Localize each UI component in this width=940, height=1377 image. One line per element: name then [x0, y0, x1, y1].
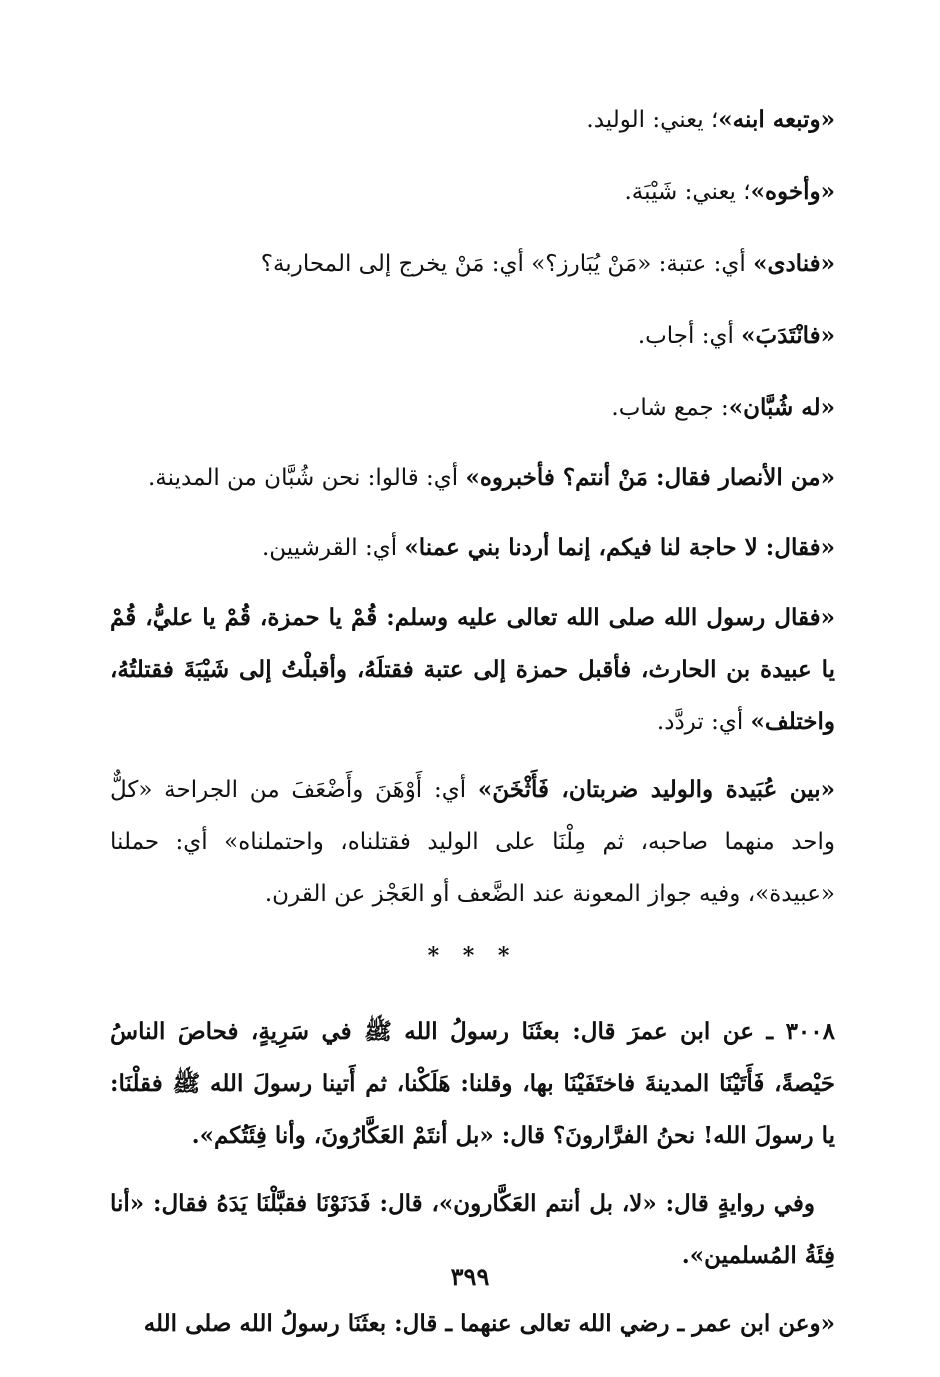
commentary-text: أي: تردَّد. — [656, 709, 751, 735]
page-body — [110, 92, 835, 1366]
commentary-lemma: «فقال: لا حاجة لنا فيكم، إنما أردنا بني عمنا» — [404, 534, 835, 561]
commentary-text: : جمع شاب. — [611, 395, 729, 421]
commentary-paragraph — [110, 92, 835, 148]
commentary-lemma: «فانْتَدَبَ» — [741, 322, 835, 349]
commentary-lemma: «له شُبَّان» — [728, 394, 835, 421]
commentary-lemma: «بين عُبَيدة والوليد ضربتان، فَأَثْخَنَ» — [477, 776, 835, 803]
commentary-text: ؛ يعني: شَيْبَة. — [624, 179, 751, 205]
commentary-paragraph — [110, 764, 835, 920]
commentary-paragraph — [110, 592, 835, 748]
hadith-paragraph: وفي روايةٍ قال: «لا، بل أنتم العَكَّارون»، قال: فَدَنَوْنَا فقبَّلْنَا يَدَهُ فقال: «أنا فِئَةُ المُسلمين». — [110, 1190, 835, 1269]
commentary-lemma: «فنادى» — [753, 250, 835, 277]
commentary-paragraph — [110, 380, 835, 436]
commentary-paragraph — [110, 308, 835, 364]
commentary-lemma: «فقال رسول الله صلى الله تعالى عليه وسلم: قُمْ يا حمزة، قُمْ يا عليُّ، قُمْ يا عبيدة بن الحارث، فأقبل حمزة إلى عتبة فقتلَهُ، وأقبلْتُ إلى شَيْبَةَ فقتلتُهُ، واختلف» — [110, 604, 835, 735]
commentary-text: ؛ يعني: الوليد. — [586, 107, 719, 133]
commentary-lemma: «وأخوه» — [750, 178, 835, 205]
commentary-text: أي: عتبة: «مَنْ يُبَارز؟» أي: مَنْ يخرج إلى المحاربة؟ — [260, 251, 754, 277]
page-number: ٣٩٩ — [450, 1262, 490, 1291]
commentary-lemma: «وتبعه ابنه» — [718, 106, 835, 133]
commentary-text: أي: أَوْهَنَ وأَضْعَفَ من الجراحة «كلٌّ واحد منهما صاحبه، ثم مِلْنَا على الوليد فقتلناه، واحتملناه» أي: حملنا «عبيدة»، وفيه جواز المعونة عند الضَّعف أو العَجْز عن القرن. — [110, 777, 835, 907]
commentary-text: أي: قالوا: نحن شُبَّان من المدينة. — [147, 465, 466, 491]
commentary-text: أي: أجاب. — [637, 323, 742, 349]
commentary-paragraph — [110, 164, 835, 220]
section-separator: * * * — [427, 943, 518, 969]
hadith-paragraph: ٣٠٠٨ ـ عن ابن عمرَ قال: بعثَنَا رسولُ الله ﷺ في سَرِيةٍ، فحاصَ الناسُ حَيْصةً، فَأَتَيْنَا المدينةَ فاختَفَيْنَا بها، وقلنا: هَلَكْنا، ثم أَتينا رسولَ الله ﷺ فقلْنَا: يا رسولَ الله! نحنُ الفرَّارونَ؟ قال: «بل أنتَمْ العَكَّارُونَ، وأنا فِئَتُكم». — [110, 1018, 835, 1149]
commentary-lemma: «من الأنصار فقال: مَنْ أنتم؟ فأخبروه» — [465, 464, 835, 491]
commentary-paragraph — [110, 236, 835, 292]
commentary-paragraph — [110, 520, 835, 576]
commentary-paragraph — [110, 452, 835, 504]
hadith-paragraph: «وعن ابن عمر ـ رضي الله تعالى عنهما ـ قال: بعثَنَا رسولُ الله صلى الله — [143, 1310, 835, 1337]
commentary-text: أي: القرشيين. — [261, 535, 405, 561]
